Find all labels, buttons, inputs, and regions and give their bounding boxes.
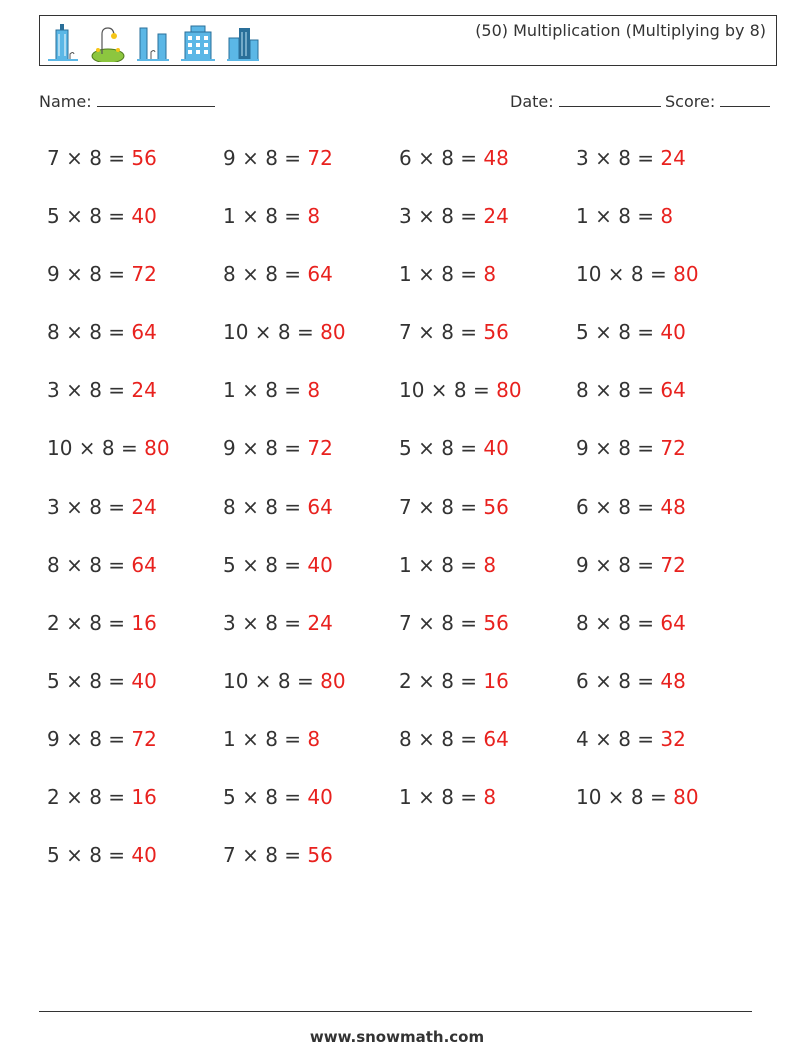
problem-item [576, 146, 686, 170]
problem-answer: 24 [131, 494, 157, 519]
problem-answer: 80 [673, 262, 699, 287]
problem-answer: 40 [131, 843, 157, 868]
problem-item [47, 785, 157, 809]
problem-item [223, 146, 333, 170]
problem-row [47, 320, 757, 378]
problem-question: 1 × 8 = [223, 204, 308, 229]
problem-answer: 64 [131, 552, 157, 577]
problem-question: 8 × 8 = [399, 726, 484, 751]
date-label: Date: [510, 92, 554, 111]
problem-item [576, 785, 699, 809]
problem-answer: 80 [144, 436, 170, 461]
name-label: Name: [39, 92, 92, 111]
problem-answer: 8 [307, 726, 321, 751]
problem-question: 4 × 8 = [576, 726, 661, 751]
problem-answer: 8 [307, 204, 321, 229]
problem-question: 6 × 8 = [576, 494, 661, 519]
problem-answer: 40 [131, 204, 157, 229]
problem-answer: 72 [660, 552, 686, 577]
problem-answer: 40 [307, 785, 333, 810]
problem-item [399, 320, 509, 344]
problem-answer: 56 [483, 494, 509, 519]
problem-row [47, 495, 757, 553]
problem-item [47, 378, 157, 402]
problem-question: 10 × 8 = [576, 785, 674, 810]
problem-question: 5 × 8 = [47, 668, 132, 693]
problem-item [399, 669, 509, 693]
date-field[interactable] [510, 92, 661, 111]
problem-question: 9 × 8 = [47, 726, 132, 751]
problem-answer: 64 [131, 320, 157, 345]
footer-divider [39, 1011, 752, 1012]
park-icon [90, 22, 126, 62]
towers-icon [136, 22, 170, 62]
problem-answer: 8 [483, 262, 497, 287]
problem-answer: 16 [483, 668, 509, 693]
problem-question: 10 × 8 = [223, 668, 321, 693]
problem-item [576, 262, 699, 286]
problem-row [47, 436, 757, 494]
problem-question: 7 × 8 = [399, 610, 484, 635]
problem-answer: 8 [483, 552, 497, 577]
problem-question: 5 × 8 = [47, 843, 132, 868]
problem-item [223, 378, 320, 402]
problem-item [399, 262, 496, 286]
problem-answer: 64 [483, 726, 509, 751]
score-field[interactable] [665, 92, 770, 111]
problem-item [47, 320, 157, 344]
problem-answer: 40 [131, 668, 157, 693]
problem-row [47, 204, 757, 262]
problem-answer: 80 [673, 785, 699, 810]
problem-item [399, 378, 522, 402]
problem-item [223, 553, 333, 577]
problem-question: 1 × 8 = [223, 726, 308, 751]
problem-item [576, 669, 686, 693]
problem-item [576, 553, 686, 577]
problem-question: 6 × 8 = [576, 668, 661, 693]
problem-row [47, 146, 757, 204]
problem-item [223, 495, 333, 519]
name-blank[interactable] [97, 92, 215, 107]
problem-question: 8 × 8 = [47, 320, 132, 345]
problem-answer: 80 [320, 668, 346, 693]
problem-item [47, 843, 157, 867]
problem-answer: 16 [131, 785, 157, 810]
score-blank[interactable] [720, 92, 770, 107]
problem-answer: 56 [483, 320, 509, 345]
problem-item [223, 204, 320, 228]
problem-item [47, 262, 157, 286]
problem-item [223, 669, 346, 693]
problem-answer: 64 [307, 262, 333, 287]
problem-item [576, 320, 686, 344]
problem-answer: 8 [483, 785, 497, 810]
problem-answer: 72 [131, 726, 157, 751]
problem-answer: 48 [660, 494, 686, 519]
problem-answer: 56 [131, 146, 157, 170]
problem-item [576, 495, 686, 519]
problem-item [399, 611, 509, 635]
problem-answer: 40 [307, 552, 333, 577]
problem-question: 10 × 8 = [576, 262, 674, 287]
score-label: Score: [665, 92, 716, 111]
problem-item [223, 843, 333, 867]
problem-answer: 40 [660, 320, 686, 345]
problem-question: 5 × 8 = [399, 436, 484, 461]
problem-item [576, 378, 686, 402]
problem-answer: 16 [131, 610, 157, 635]
problem-row [47, 785, 757, 843]
problem-item [399, 146, 509, 170]
problem-item [47, 553, 157, 577]
problem-question: 1 × 8 = [576, 204, 661, 229]
problem-answer: 48 [660, 668, 686, 693]
problem-row [47, 553, 757, 611]
problem-answer: 72 [660, 436, 686, 461]
problem-question: 9 × 8 = [576, 436, 661, 461]
problem-question: 3 × 8 = [399, 204, 484, 229]
problem-question: 1 × 8 = [399, 785, 484, 810]
problem-question: 7 × 8 = [47, 146, 132, 170]
problem-question: 3 × 8 = [576, 146, 661, 170]
problem-question: 5 × 8 = [47, 204, 132, 229]
problem-item [576, 436, 686, 460]
date-blank[interactable] [559, 92, 661, 107]
worksheet-header [39, 15, 777, 66]
problem-answer: 64 [307, 494, 333, 519]
problem-item [47, 204, 157, 228]
problem-question: 5 × 8 = [576, 320, 661, 345]
problem-row [47, 378, 757, 436]
problem-row [47, 262, 757, 320]
worksheet-title: (50) Multiplication (Multiplying by 8) [475, 21, 766, 40]
problem-item [223, 436, 333, 460]
problem-answer: 64 [660, 610, 686, 635]
problem-question: 2 × 8 = [399, 668, 484, 693]
problem-question: 1 × 8 = [399, 262, 484, 287]
problem-answer: 72 [307, 146, 333, 170]
problem-question: 7 × 8 = [399, 320, 484, 345]
problem-item [47, 495, 157, 519]
problem-item [576, 727, 686, 751]
problem-question: 8 × 8 = [223, 494, 308, 519]
problem-item [47, 611, 157, 635]
problem-question: 1 × 8 = [399, 552, 484, 577]
problem-item [399, 495, 509, 519]
problem-item [47, 727, 157, 751]
problem-question: 2 × 8 = [47, 610, 132, 635]
problem-answer: 64 [660, 378, 686, 403]
problem-answer: 72 [131, 262, 157, 287]
problem-answer: 8 [307, 378, 321, 403]
problem-answer: 48 [483, 146, 509, 170]
problem-question: 8 × 8 = [223, 262, 308, 287]
problem-answer: 72 [307, 436, 333, 461]
problem-item [576, 204, 673, 228]
problem-question: 5 × 8 = [223, 552, 308, 577]
problem-question: 1 × 8 = [223, 378, 308, 403]
problem-answer: 40 [483, 436, 509, 461]
footer-url: www.snowmath.com [309, 1028, 485, 1046]
problem-answer: 56 [483, 610, 509, 635]
problem-item [223, 785, 333, 809]
office-building-icon [180, 22, 216, 62]
problem-answer: 80 [320, 320, 346, 345]
problem-question: 7 × 8 = [399, 494, 484, 519]
problem-item [399, 204, 509, 228]
city-buildings-icon [226, 22, 260, 62]
problem-question: 6 × 8 = [399, 146, 484, 170]
problem-answer: 56 [307, 843, 333, 868]
problem-answer: 80 [496, 378, 522, 403]
problem-question: 3 × 8 = [47, 494, 132, 519]
problem-row [47, 669, 757, 727]
problem-item [223, 611, 333, 635]
problem-item [223, 727, 320, 751]
name-field[interactable] [39, 92, 215, 111]
problem-question: 9 × 8 = [576, 552, 661, 577]
problem-item [47, 669, 157, 693]
problem-item [399, 436, 509, 460]
problem-item [223, 262, 333, 286]
problem-question: 9 × 8 = [223, 436, 308, 461]
skyscraper-icon [46, 22, 80, 62]
problem-item [47, 436, 170, 460]
problem-answer: 24 [307, 610, 333, 635]
problem-question: 3 × 8 = [223, 610, 308, 635]
problem-item [576, 611, 686, 635]
problem-question: 7 × 8 = [223, 843, 308, 868]
problem-question: 9 × 8 = [223, 146, 308, 170]
header-icons [46, 22, 260, 62]
problem-question: 2 × 8 = [47, 785, 132, 810]
problem-question: 10 × 8 = [47, 436, 145, 461]
problem-answer: 24 [660, 146, 686, 170]
problem-item [399, 727, 509, 751]
problem-row [47, 611, 757, 669]
problem-question: 8 × 8 = [576, 378, 661, 403]
problem-row [47, 843, 757, 901]
problem-question: 8 × 8 = [47, 552, 132, 577]
problem-answer: 8 [660, 204, 674, 229]
problem-question: 10 × 8 = [223, 320, 321, 345]
problem-answer: 24 [131, 378, 157, 403]
problem-item [399, 553, 496, 577]
problem-question: 9 × 8 = [47, 262, 132, 287]
problem-question: 10 × 8 = [399, 378, 497, 403]
problem-item [223, 320, 346, 344]
problem-grid [47, 146, 757, 901]
problem-item [399, 785, 496, 809]
problem-question: 8 × 8 = [576, 610, 661, 635]
problem-answer: 24 [483, 204, 509, 229]
problem-question: 3 × 8 = [47, 378, 132, 403]
problem-question: 5 × 8 = [223, 785, 308, 810]
problem-answer: 32 [660, 726, 686, 751]
problem-row [47, 727, 757, 785]
problem-item [47, 146, 157, 170]
